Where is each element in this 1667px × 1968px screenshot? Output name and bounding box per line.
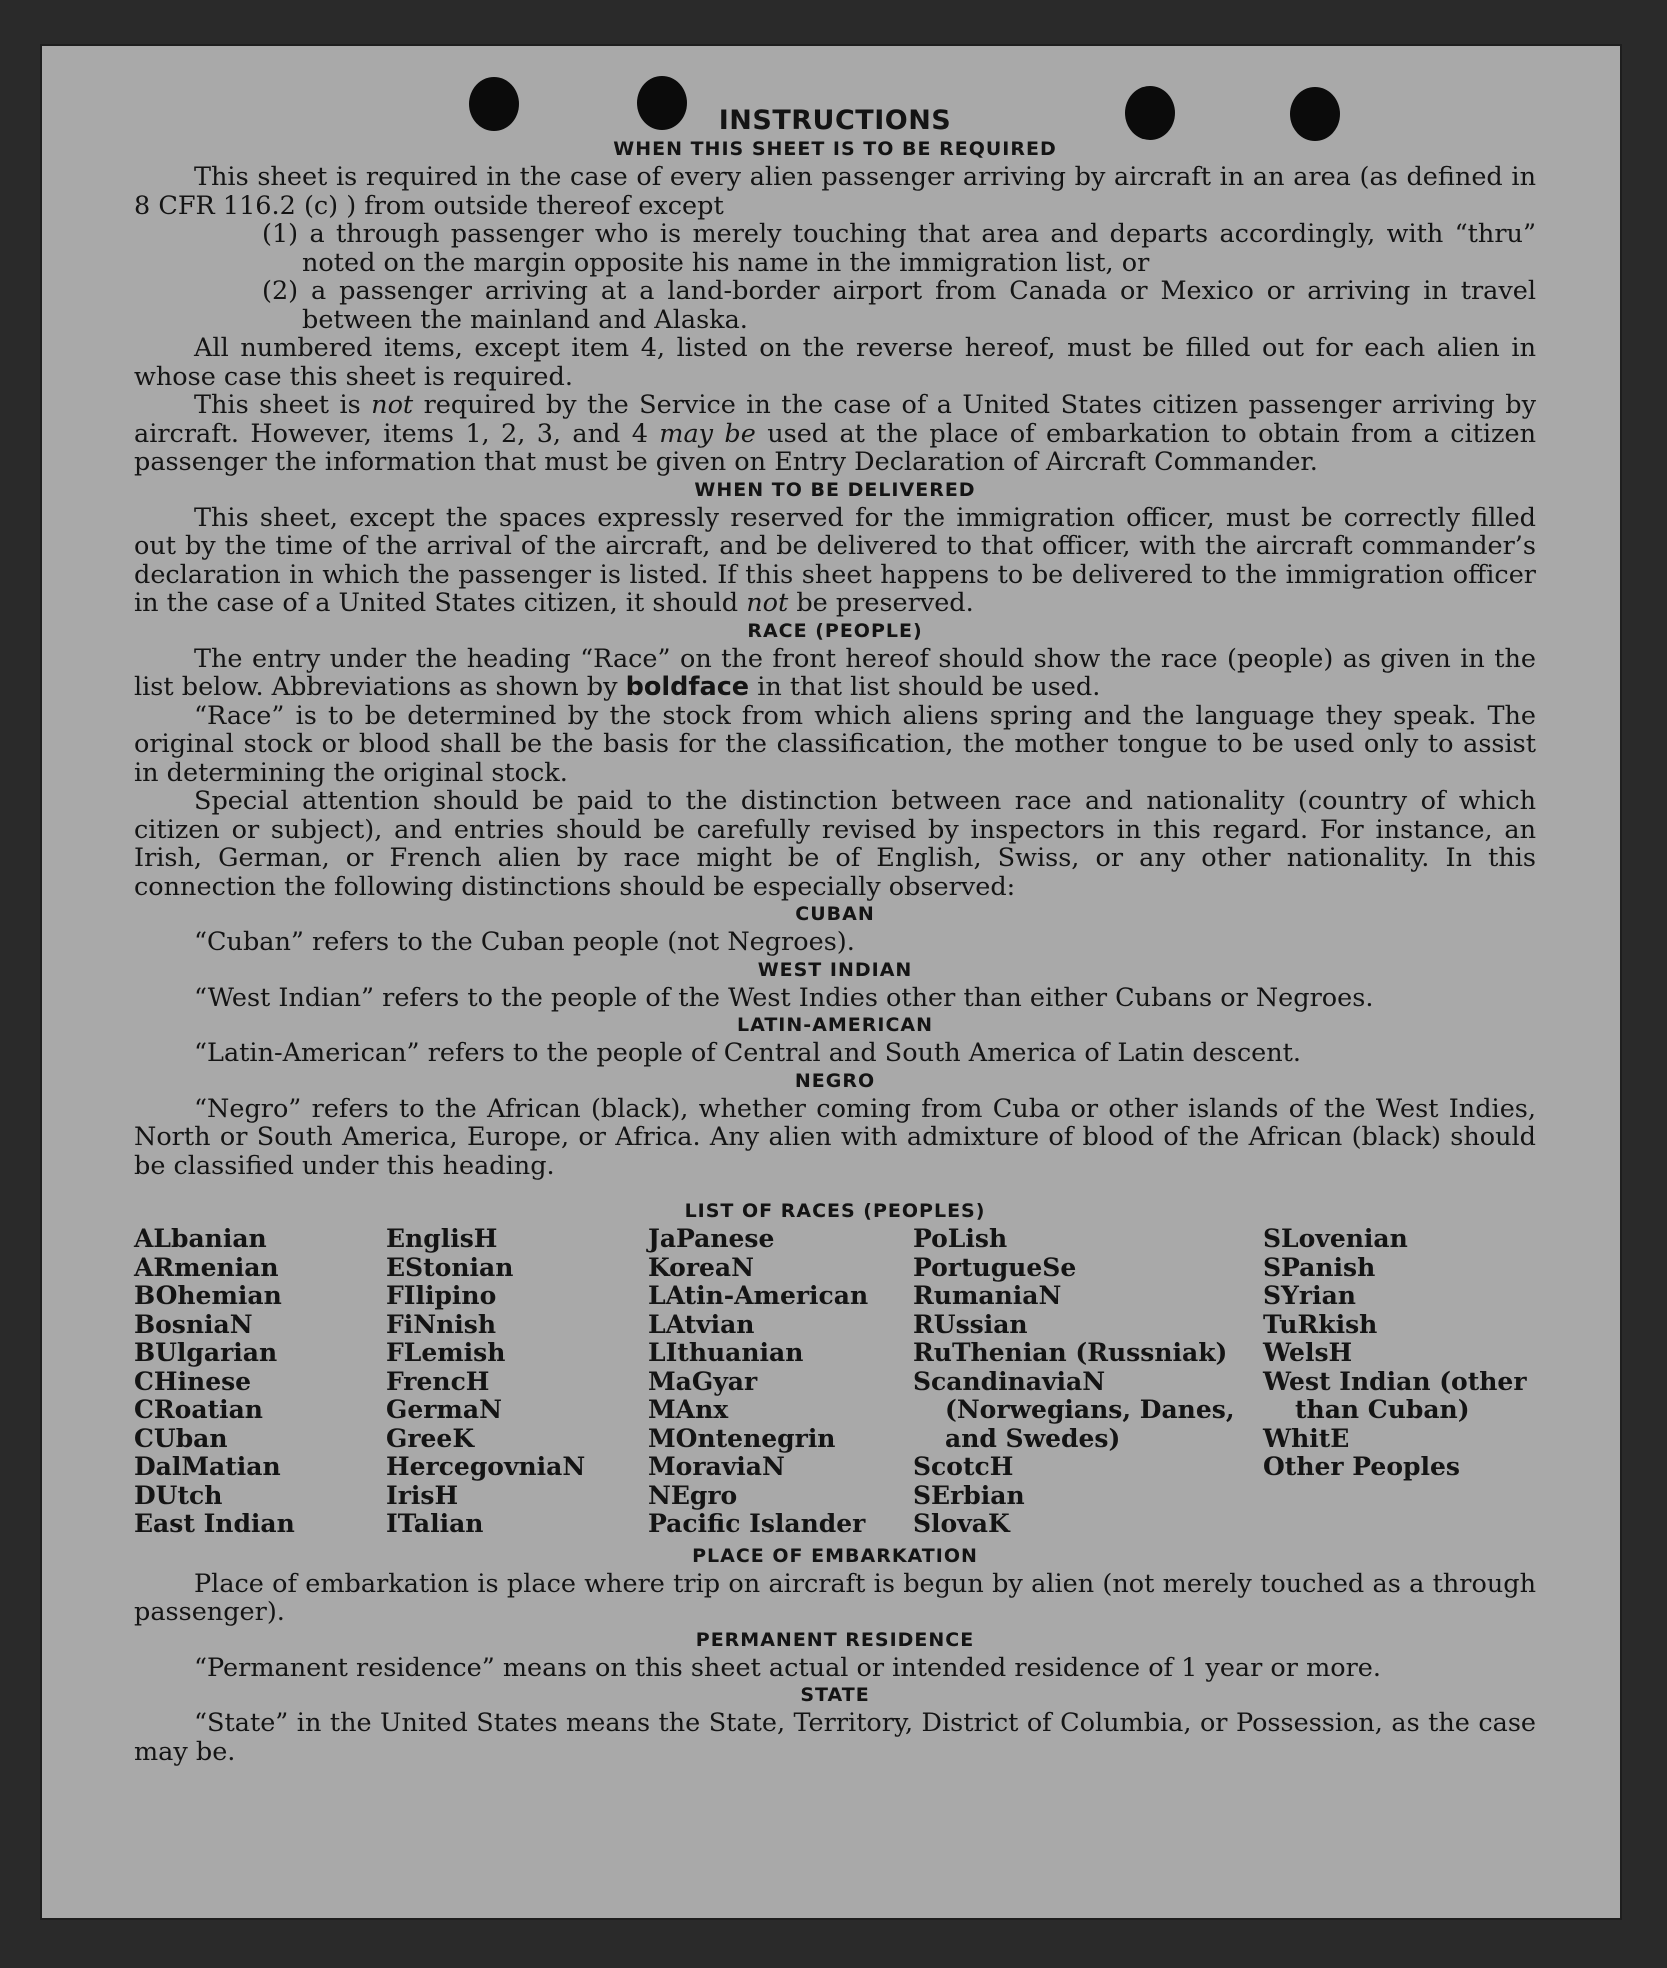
race-entry: PoLish xyxy=(913,1224,1008,1253)
instructions-body xyxy=(134,106,1536,1766)
text-segment: The entry under the heading “Race” on the front hereof should show the race (people) as given in the list below. Abbreviations as shown by xyxy=(134,643,1536,702)
race-entry: CUban xyxy=(134,1423,228,1453)
race-entry: West Indian (other than Cuban) xyxy=(1263,1366,1527,1424)
race-entry: KoreaN xyxy=(648,1252,754,1282)
races-list xyxy=(134,1225,1536,1539)
race-entry: SYrian xyxy=(1263,1281,1356,1310)
race-entry: WelsH xyxy=(1263,1338,1353,1367)
races-column-1 xyxy=(134,1225,386,1539)
residence-definition: “Permanent residence” means on this sheet actual or intended residence of 1 year or more. xyxy=(194,1652,1381,1683)
heading-latin-american: LATIN-AMERICAN xyxy=(737,1014,933,1036)
emphasis-not: not xyxy=(746,588,789,618)
race-entry: CRoatian xyxy=(134,1395,263,1424)
race-entry: IrisH xyxy=(386,1480,459,1510)
required-paragraph-2: All numbered items, except item 4, listed on the reverse hereof, must be filled out for each alien in whose case this sheet is required. xyxy=(134,333,1536,392)
text-segment: required by the Service in the case of a United States citizen passenger arriving by aircraft. However, items 1, 2, 3, and 4 xyxy=(134,390,1536,449)
race-entry: GreeK xyxy=(386,1423,475,1453)
heading-west-indian: WEST INDIAN xyxy=(757,958,913,981)
text-segment: This sheet, except the spaces expressly reserved for the immigration officer, must be correctly filled out by the time of the arrival of the aircraft, and be delivered to that officer, with the aircraft commander’s declaration in which the passenger is listed. If this sheet happens to be delivered to the immigration officer in the case of a United States citizen, it should xyxy=(134,502,1536,618)
race-entry: WhitE xyxy=(1263,1423,1350,1453)
race-entry: DUtch xyxy=(134,1480,223,1510)
race-entry: BosniaN xyxy=(134,1309,253,1339)
text-segment: used at the place of embarkation to obtain from a citizen passenger the information that must be given on Entry Declaration of Aircraft Commander. xyxy=(134,418,1537,477)
race-entry: SLovenian xyxy=(1263,1224,1408,1253)
race-entry: RumaniaN xyxy=(913,1281,1062,1310)
embarkation-definition: Place of embarkation is place where trip on aircraft is begun by alien (not merely touched as a through passenger). xyxy=(134,1568,1536,1627)
race-entry: MOntenegrin xyxy=(648,1423,836,1453)
emphasis-not: not xyxy=(371,390,414,420)
race-entry: GermaN xyxy=(386,1395,502,1424)
emphasis-boldface: boldface xyxy=(625,672,750,702)
required-paragraph-3 xyxy=(134,391,1536,477)
race-entry: NEgro xyxy=(648,1480,738,1510)
race-entry: CHinese xyxy=(134,1366,252,1396)
heading-list-of-races: LIST OF RACES (PEOPLES) xyxy=(684,1200,986,1222)
race-entry: HercegovniaN xyxy=(386,1452,586,1481)
race-entry: MoraviaN xyxy=(648,1452,785,1481)
races-column-3 xyxy=(648,1225,913,1539)
race-entry: MAnx xyxy=(648,1395,729,1424)
race-entry: FIlipino xyxy=(386,1281,497,1310)
race-entry: ScandinaviaN (Norwegians, Danes, and Swedes) xyxy=(913,1366,1235,1453)
west-indian-definition: “West Indian” refers to the people of the West Indies other than either Cubans or Negroes. xyxy=(194,982,1374,1013)
race-entry: Pacific Islander xyxy=(648,1509,866,1538)
race-paragraph-3: Special attention should be paid to the distinction between race and nationality (country of which citizen or subject), and entries should be carefully revised by inspectors in this regard. For instance, an Irish, German, or French alien by race might be of English, Swiss, or any other nationality. In this connection the following distinctions should be especially observed: xyxy=(134,786,1536,902)
race-entry: SPanish xyxy=(1263,1252,1376,1282)
text-segment: in that list should be used. xyxy=(749,672,1101,702)
race-entry: DalMatian xyxy=(134,1452,281,1481)
race-entry: EnglisH xyxy=(386,1224,498,1253)
race-entry: LAtin-American xyxy=(648,1281,869,1310)
text-segment: be preserved. xyxy=(788,588,974,618)
heading-cuban: CUBAN xyxy=(795,903,875,925)
race-entry: Other Peoples xyxy=(1263,1452,1460,1481)
race-entry: ScotcH xyxy=(913,1452,1014,1481)
race-entry: PortugueSe xyxy=(913,1252,1077,1282)
race-entry: RUssian xyxy=(913,1309,1028,1339)
heading-delivered: WHEN TO BE DELIVERED xyxy=(694,478,976,501)
races-column-5 xyxy=(1263,1225,1536,1539)
race-entry: SlovaK xyxy=(913,1509,1010,1538)
race-entry: RuThenian (Russniak) xyxy=(913,1338,1228,1367)
required-paragraph-1: This sheet is required in the case of every alien passenger arriving by aircraft in an area (as defined in 8 CFR 116.2 (c) ) from outside thereof except xyxy=(134,162,1536,221)
race-entry: LIthuanian xyxy=(648,1338,804,1367)
race-entry: SErbian xyxy=(913,1480,1025,1510)
race-paragraph-2: “Race” is to be determined by the stock from which aliens spring and the language they speak. The original stock or blood shall be the basis for the classification, the mother tongue to be used only to assist in determining the original stock. xyxy=(134,700,1536,788)
page-title: INSTRUCTIONS xyxy=(718,105,952,136)
exception-item-1: (1) a through passenger who is merely touching that area and departs accordingly, with “thru” noted on the margin opposite his name in the immigration list, or xyxy=(262,219,1536,278)
race-entry: EStonian xyxy=(386,1252,514,1282)
race-entry: ARmenian xyxy=(134,1252,279,1282)
text-segment: This sheet is xyxy=(194,390,372,420)
heading-permanent-residence: PERMANENT RESIDENCE xyxy=(695,1628,975,1651)
race-entry: ALbanian xyxy=(134,1224,267,1253)
race-entry: East Indian xyxy=(134,1509,295,1538)
race-entry: BOhemian xyxy=(134,1281,282,1310)
race-entry: FrencH xyxy=(386,1366,490,1396)
race-entry: LAtvian xyxy=(648,1309,755,1339)
latin-american-definition: “Latin-American” refers to the people of Central and South America of Latin descent. xyxy=(194,1038,1302,1068)
heading-embarkation: PLACE OF EMBARKATION xyxy=(692,1544,978,1567)
cuban-definition: “Cuban” refers to the Cuban people (not Negroes). xyxy=(194,927,855,957)
heading-negro: NEGRO xyxy=(794,1069,876,1092)
race-entry: TuRkish xyxy=(1263,1309,1378,1339)
negro-definition: “Negro” refers to the African (black), whether coming from Cuba or other islands of the West Indies, North or South America, Europe, or Africa. Any alien with admixture of blood of the African (black) should be classified under this heading. xyxy=(134,1093,1536,1181)
race-paragraph-1 xyxy=(134,645,1536,702)
races-column-4 xyxy=(913,1225,1263,1539)
exception-item-2: (2) a passenger arriving at a land-border airport from Canada or Mexico or arriving in travel between the mainland and Alaska. xyxy=(262,276,1536,335)
form-sheet xyxy=(40,44,1622,1920)
heading-race: RACE (PEOPLE) xyxy=(747,619,923,642)
race-entry: BUlgarian xyxy=(134,1338,278,1367)
race-entry: JaPanese xyxy=(648,1224,775,1253)
delivered-paragraph xyxy=(134,504,1536,618)
race-entry: ITalian xyxy=(386,1509,484,1538)
race-entry: FLemish xyxy=(386,1338,506,1367)
races-column-2 xyxy=(386,1225,648,1539)
state-definition: “State” in the United States means the State, Territory, District of Columbia, or Possession, as the case may be. xyxy=(134,1708,1536,1767)
emphasis-may-be: may be xyxy=(659,418,756,449)
heading-required: WHEN THIS SHEET IS TO BE REQUIRED xyxy=(613,138,1057,160)
race-entry: FiNnish xyxy=(386,1309,497,1339)
race-entry: MaGyar xyxy=(648,1366,758,1396)
heading-state: STATE xyxy=(800,1684,870,1706)
